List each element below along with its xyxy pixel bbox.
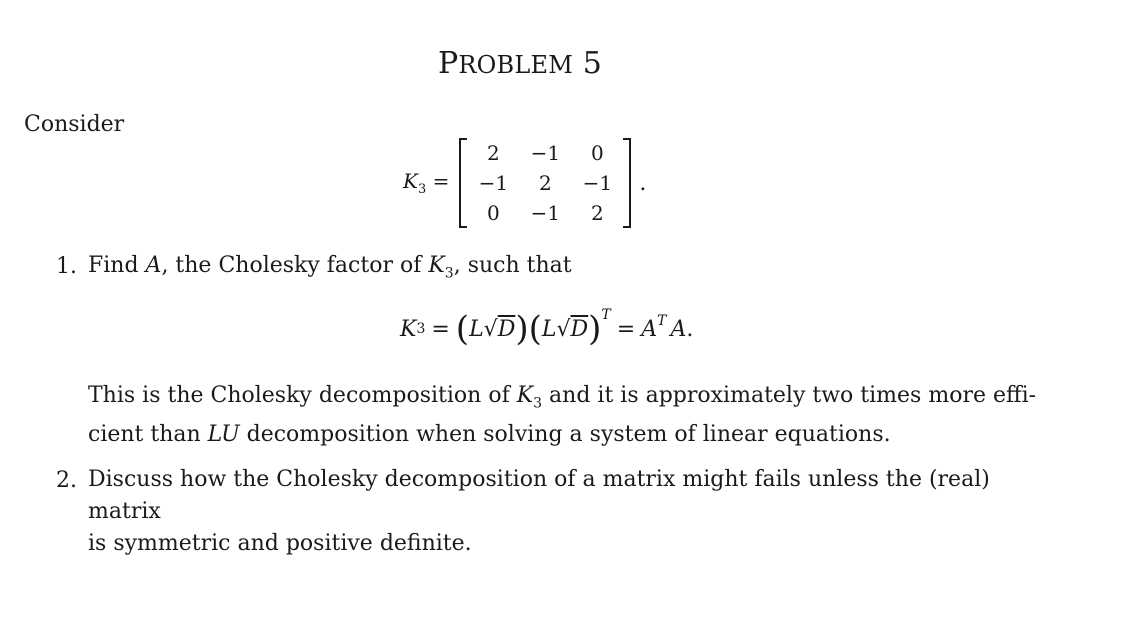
heading-number: 5 [582,46,603,81]
formula-k-sub: 3 [416,321,426,337]
formula-end: . [686,316,694,342]
formula-eq2: = [616,316,636,342]
matrix-lhs-var: K [403,169,418,193]
matrix-equals: = [432,169,450,193]
matrix-cell: −1 [530,201,561,225]
item1-var-a: A [145,253,162,278]
matrix-cell: 2 [590,201,604,225]
explanation-paragraph [88,380,1048,451]
formula-a: A [641,316,658,342]
formula-d1: D [497,316,516,342]
formula-k: K [400,316,417,342]
sqrt-icon: √ [483,316,498,342]
paren-close: ) [588,309,602,349]
item1-number: 1. [56,254,77,279]
item1-text-c: , such that [453,253,572,278]
item1-text-a: Find [88,253,146,278]
matrix-cell: −1 [582,171,613,195]
matrix-k3 [459,138,631,228]
para1-part3: cient than [88,422,208,448]
sqrt-icon: √ [556,316,571,342]
para1-part1: This is the Cholesky decomposition of [88,383,517,408]
problem-heading [0,46,1040,81]
matrix-cell: 2 [538,171,552,195]
para1-lu: LU [207,422,240,448]
paren-close: ) [515,309,529,349]
formula-eq1: = [431,316,450,342]
formula-l2: L [541,316,557,342]
formula-a2: A [670,316,687,342]
para1-k: K [516,383,534,408]
matrix-equation [403,138,646,228]
para1-k-sub: 3 [533,395,543,412]
matrix-cell: 0 [486,201,500,225]
item1-text [88,250,572,289]
para1-part4: decomposition when solving a system of linear equations. [239,422,891,448]
matrix-cell: −1 [478,171,509,195]
formula-a-sup: T [657,313,667,329]
item1-var-k: K [428,253,445,278]
item2-number: 2. [56,468,77,493]
formula-l1: L [469,316,484,342]
paren-open: ( [528,309,542,349]
cholesky-formula [400,307,694,349]
matrix-lhs [403,169,449,197]
matrix-cell: 0 [590,141,604,165]
matrix-lhs-sub: 3 [417,182,427,197]
item2-line1: Discuss how the Cholesky decomposition of a matrix might fails unless the (real) matrix [88,467,990,524]
item2-text [88,464,1048,560]
formula-d2: D [570,316,589,342]
heading-rest: ROBLEM [458,51,573,79]
para1-part2: and it is approximately two times more effi- [542,383,1037,408]
heading-first-letter: P [437,46,459,81]
intro-text: Consider [24,112,125,137]
matrix-cell: 2 [486,141,500,165]
item2-line2: is symmetric and positive definite. [88,531,472,556]
matrix-cell: −1 [530,141,561,165]
matrix-end: . [639,170,647,196]
paren-open: ( [455,309,470,349]
item1-text-b: , the Cholesky factor of [161,253,429,278]
formula-transpose: T [601,307,611,323]
item1-sub-k: 3 [444,265,454,282]
